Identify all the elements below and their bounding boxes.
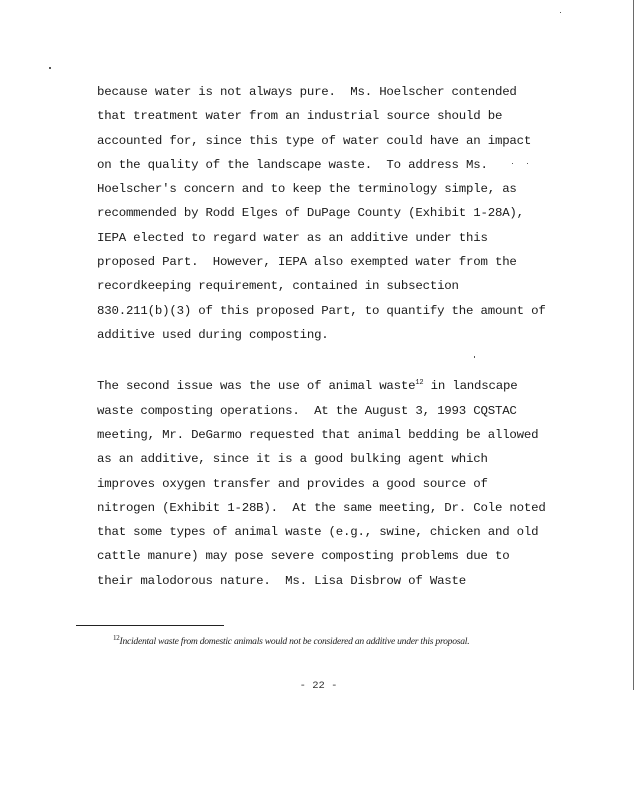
- body-text: [97, 80, 567, 593]
- paragraph-1: [97, 80, 567, 347]
- text-line: nitrogen (Exhibit 1-28B). At the same meeting, Dr. Cole noted: [97, 500, 546, 515]
- text-line: recordkeeping requirement, contained in subsection: [97, 279, 459, 294]
- scan-speck: [49, 67, 51, 69]
- text-line: as an additive, since it is a good bulking agent which: [97, 452, 488, 467]
- text-line: their malodorous nature. Ms. Lisa Disbrow of Waste: [97, 573, 467, 588]
- footnote-marker: 12: [113, 634, 120, 642]
- text-line: improves oxygen transfer and provides a good source of: [97, 476, 488, 491]
- footnote-text: Incidental waste from domestic animals would not be considered an additive under this proposal.: [119, 636, 470, 648]
- text-segment: The second issue was the use of animal waste: [97, 379, 416, 394]
- text-line: that some types of animal waste (e.g., swine, chicken and old: [97, 525, 539, 540]
- text-line: proposed Part. However, IEPA also exempted water from the: [97, 255, 517, 270]
- text-line: [97, 371, 567, 398]
- scan-edge-line: [633, 0, 634, 690]
- footnote-divider: [76, 625, 224, 626]
- text-line: meeting, Mr. DeGarmo requested that animal bedding be allowed: [97, 427, 539, 442]
- text-segment: in landscape: [423, 379, 518, 394]
- text-line: accounted for, since this type of water could have an impact: [97, 133, 532, 148]
- page-number: - 22 -: [299, 680, 338, 692]
- text-line: additive used during composting.: [97, 327, 329, 342]
- text-line: IEPA elected to regard water as an additive under this: [97, 230, 488, 245]
- footnote-reference: 12: [415, 379, 424, 388]
- footnote: [113, 634, 469, 647]
- text-line: recommended by Rodd Elges of DuPage County (Exhibit 1-28A),: [97, 206, 524, 221]
- scan-speck: [560, 12, 561, 13]
- text-line: waste composting operations. At the August 3, 1993 CQSTAC: [97, 403, 517, 418]
- text-line: 830.211(b)(3) of this proposed Part, to quantify the amount of: [97, 303, 546, 318]
- paragraph-2: [97, 371, 567, 593]
- text-line: cattle manure) may pose severe composting problems due to: [97, 549, 510, 564]
- text-line: on the quality of the landscape waste. To address Ms.: [97, 157, 488, 172]
- text-line: that treatment water from an industrial source should be: [97, 109, 503, 124]
- text-line: because water is not always pure. Ms. Hoelscher contended: [97, 85, 517, 99]
- text-line: Hoelscher's concern and to keep the terminology simple, as: [97, 182, 517, 197]
